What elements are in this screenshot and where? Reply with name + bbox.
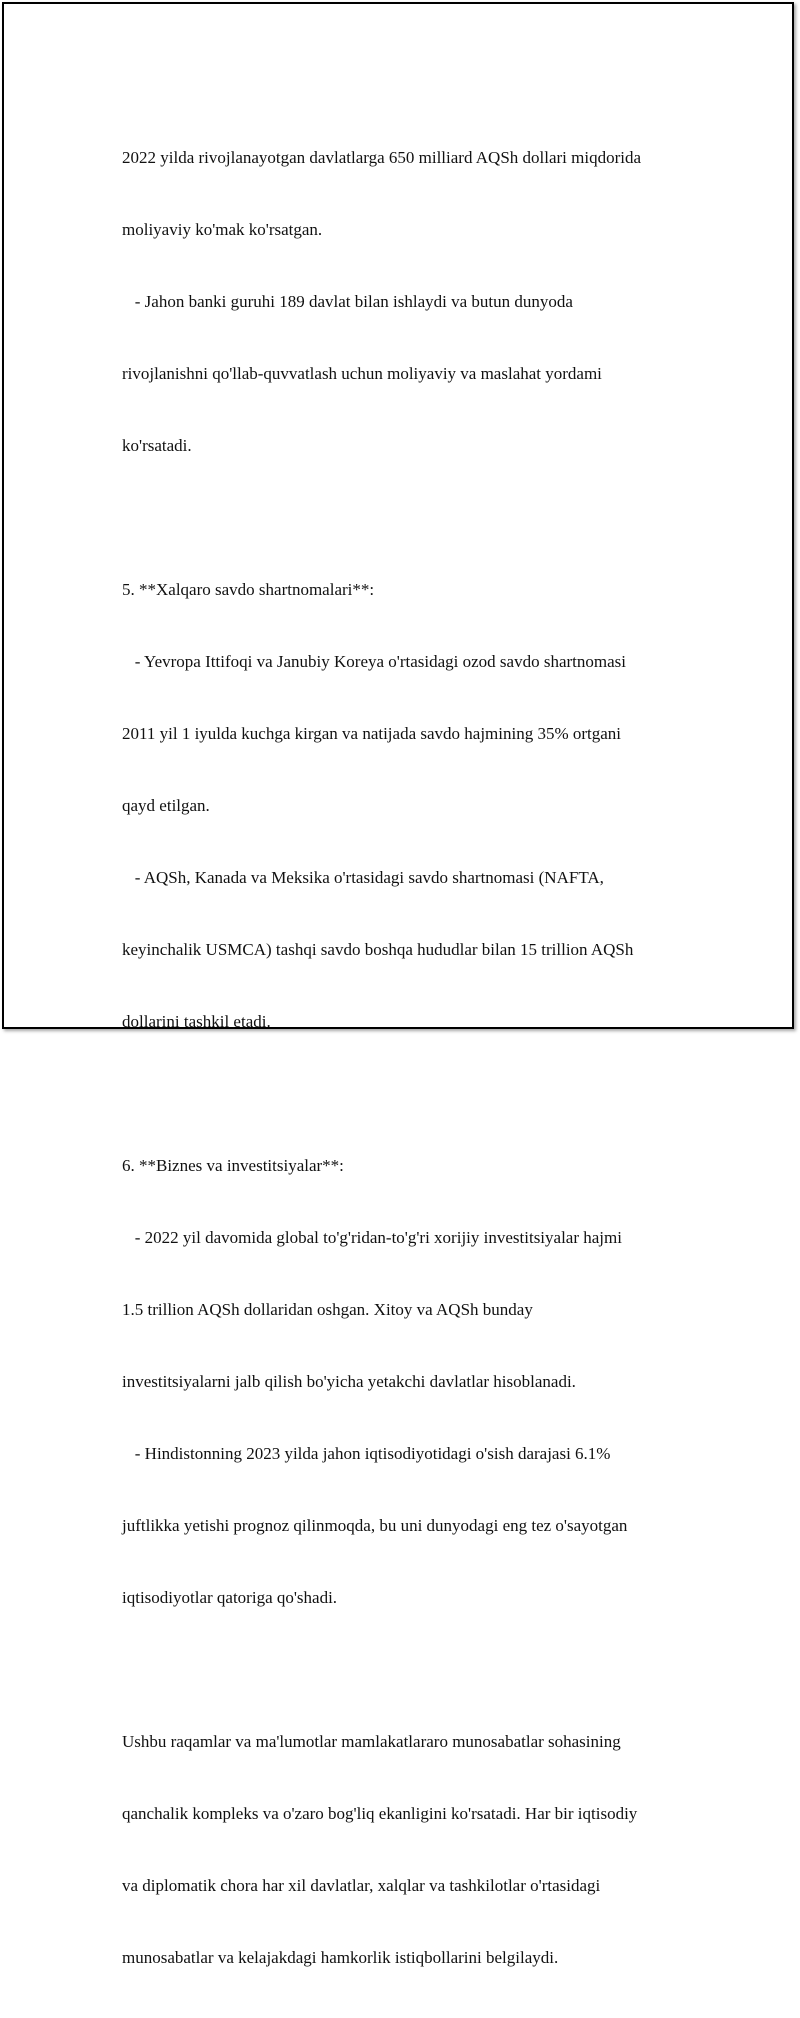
text-line: iqtisodiyotlar qatoriga qo'shadi. xyxy=(122,1588,338,1607)
document-body xyxy=(122,98,702,2018)
text-line: - AQSh, Kanada va Meksika o'rtasidagi savdo shartnomasi (NAFTA, xyxy=(122,868,604,887)
text-line: - Hindistonning 2023 yilda jahon iqtisodiyotidagi o'sish darajasi 6.1% xyxy=(122,1444,611,1463)
text-line: 2022 yilda rivojlanayotgan davlatlarga 650 milliard AQSh dollari miqdorida xyxy=(122,148,642,167)
blank-line xyxy=(122,1082,702,1106)
text-line: - Yevropa Ittifoqi va Janubiy Koreya o'rtasidagi ozod savdo shartnomasi xyxy=(122,652,626,671)
text-line: munosabatlar va kelajakdagi hamkorlik istiqbollarini belgilaydi. xyxy=(122,1948,559,1967)
text-line: qanchalik kompleks va o'zaro bog'liq ekanligini ko'rsatadi. Har bir iqtisodiy xyxy=(122,1804,638,1823)
text-line: Ushbu raqamlar va ma'lumotlar mamlakatlararo munosabatlar sohasining xyxy=(122,1732,621,1751)
text-line: juftlikka yetishi prognoz qilinmoqda, bu uni dunyodagi eng tez o'sayotgan xyxy=(122,1516,628,1535)
text-line: rivojlanishni qo'llab-quvvatlash uchun moliyaviy va maslahat yordami xyxy=(122,364,602,383)
text-line: qayd etilgan. xyxy=(122,796,210,815)
text-line: investitsiyalarni jalb qilish bo'yicha yetakchi davlatlar hisoblanadi. xyxy=(122,1372,576,1391)
document-page xyxy=(2,2,794,1967)
text-line: 2011 yil 1 iyulda kuchga kirgan va natijada savdo hajmining 35% ortgani xyxy=(122,724,622,743)
blank-line xyxy=(122,1658,702,1682)
text-line: moliyaviy ko'mak ko'rsatgan. xyxy=(122,220,323,239)
text-line: keyinchalik USMCA) tashqi savdo boshqa hududlar bilan 15 trillion AQSh xyxy=(122,940,634,959)
section-heading: 6. **Biznes va investitsiyalar**: xyxy=(122,1156,344,1175)
text-line: dollarini tashkil etadi. xyxy=(122,1012,271,1031)
text-line: ko'rsatadi. xyxy=(122,436,192,455)
blank-line xyxy=(122,506,702,530)
text-line: va diplomatik chora har xil davlatlar, xalqlar va tashkilotlar o'rtasidagi xyxy=(122,1876,601,1895)
text-line: - Jahon banki guruhi 189 davlat bilan ishlaydi va butun dunyoda xyxy=(122,292,573,311)
text-line: - 2022 yil davomida global to'g'ridan-to'g'ri xorijiy investitsiyalar hajmi xyxy=(122,1228,622,1247)
section-heading: 5. **Xalqaro savdo shartnomalari**: xyxy=(122,580,375,599)
text-line: 1.5 trillion AQSh dollaridan oshgan. Xitoy va AQSh bunday xyxy=(122,1300,533,1319)
